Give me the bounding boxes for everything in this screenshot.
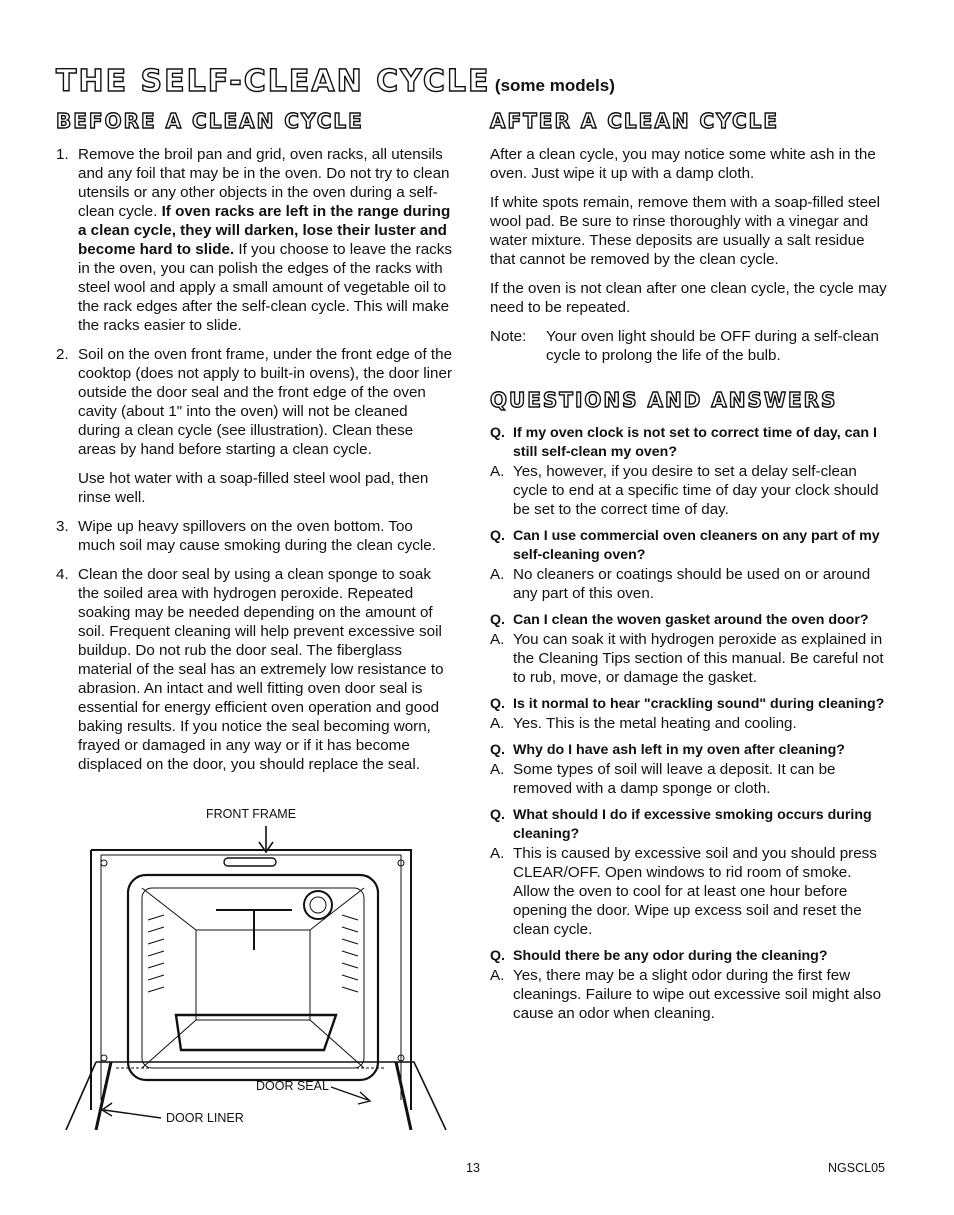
question-text: Can I clean the woven gasket around the oven door?: [513, 612, 869, 628]
question-text: Should there be any odor during the cleaning?: [513, 948, 828, 964]
question-text: Why do I have ash left in my oven after cleaning?: [513, 742, 845, 758]
answer-text: Yes, however, if you desire to set a delay self-clean cycle to end at a specific time of day your clock should be set to the correct time of day.: [513, 463, 879, 518]
qa-heading: QUESTIONS AND ANSWERS: [490, 388, 838, 412]
list-item: [56, 145, 454, 335]
q-prefix: Q.: [490, 425, 505, 441]
label-door-liner: DOOR LINER: [166, 1111, 244, 1125]
qa-item: [490, 741, 890, 798]
item-number: 3.: [56, 518, 69, 535]
question-text: If my oven clock is not set to correct time of day, can I still self-clean my oven?: [513, 425, 877, 460]
question-text: Is it normal to hear "crackling sound" during cleaning?: [513, 696, 885, 712]
after-paragraph: If the oven is not clean after one clean cycle, the cycle may need to be repeated.: [490, 280, 887, 316]
answer-text: No cleaners or coatings should be used on or around any part of this oven.: [513, 566, 871, 602]
q-prefix: Q.: [490, 612, 505, 628]
vent-slot: [224, 858, 276, 866]
a-prefix: A.: [490, 463, 505, 480]
page-title-main: THE SELF-CLEAN CYCLE: [56, 64, 491, 99]
oven-frame-inner: [101, 855, 401, 1100]
screw-icon: [101, 860, 107, 866]
oven-door: [66, 1062, 446, 1130]
qa-item: [490, 806, 890, 939]
qa-item: [490, 695, 890, 733]
after-paragraph: If white spots remain, remove them with a soap-filled steel wool pad. Be sure to rinse thoroughly with a vinegar and water mixture. These deposits are usually a salt residue that cannot be removed by the clean cycle.: [490, 194, 880, 268]
a-prefix: A.: [490, 631, 505, 648]
item-text: Clean the door seal by using a clean sponge to soak the soiled area with hydrogen peroxide. Repeated soaking may be needed depending on the amount of soil. Frequent cleaning will help prevent excessive soil buildup. Do not rub the door seal. The fiberglass material of the seal has an extremely low resistance to abrasion. An intact and well fitting oven door seal is essential for energy efficient oven operation and good baking results. If you notice the seal becoming worn, frayed or damaged in any way or if it has become displaced on the door, you should replace the seal.: [78, 566, 444, 773]
before-section: [56, 109, 454, 784]
door-seal-arrow: [331, 1087, 370, 1104]
a-prefix: A.: [490, 845, 505, 862]
item-number: 1.: [56, 146, 69, 163]
item-text: Soil on the oven front frame, under the front edge of the cooktop (does not apply to built-in ovens), the door liner outside the door seal and the front edge of the oven cavity (about 1" into the oven) will not be cleaned during a clean cycle (see illustration). Clean these areas by hand before starting a clean cycle.: [78, 346, 453, 458]
answer-text: Yes. This is the metal heating and cooling.: [513, 715, 797, 732]
answer-text: You can soak it with hydrogen peroxide as explained in the Cleaning Tips section of this manual. Be careful not to rub, move, or damage the gasket.: [513, 631, 884, 686]
a-prefix: A.: [490, 967, 505, 984]
before-heading: BEFORE A CLEAN CYCLE: [56, 109, 364, 133]
a-prefix: A.: [490, 715, 505, 732]
oven-light-inner: [310, 897, 326, 913]
qa-item: [490, 424, 890, 519]
item-number: 2.: [56, 346, 69, 363]
q-prefix: Q.: [490, 807, 505, 823]
before-list: [56, 145, 454, 774]
note-text: Your oven light should be OFF during a self-clean cycle to prolong the life of the bulb.: [546, 328, 879, 364]
after-heading: AFTER A CLEAN CYCLE: [490, 109, 780, 133]
item-text: Wipe up heavy spillovers on the oven bottom. Too much soil may cause smoking during the clean cycle.: [78, 518, 436, 554]
doc-code: NGSCL05: [828, 1161, 885, 1175]
answer-text: Yes, there may be a slight odor during the first few cleanings. Failure to wipe out excessive soil might also cause an odor when cleaning.: [513, 967, 882, 1022]
a-prefix: A.: [490, 761, 505, 778]
question-text: Can I use commercial oven cleaners on any part of my self-cleaning oven?: [513, 528, 880, 563]
question-text: What should I do if excessive smoking occurs during cleaning?: [513, 807, 872, 842]
list-item: [56, 345, 454, 507]
oven-light-icon: [304, 891, 332, 919]
item-warning: If oven racks are left in the range during a clean cycle, they will darken, lose their luster and become hard to slide.: [78, 203, 451, 258]
list-item: [56, 565, 454, 774]
note-label: Note:: [490, 328, 527, 345]
qa-list: [490, 424, 890, 1023]
item-text: Remove the broil pan and grid, oven racks, all utensils and any foil that may be in the oven. Do not try to clean utensils or any other objects in the oven during a self-clean cycle.: [78, 146, 450, 220]
a-prefix: A.: [490, 566, 505, 583]
front-frame-arrow: [259, 826, 273, 852]
label-door-seal: DOOR SEAL: [256, 1079, 329, 1093]
door-liner-arrow: [102, 1103, 161, 1118]
qa-item: [490, 611, 890, 687]
q-prefix: Q.: [490, 528, 505, 544]
q-prefix: Q.: [490, 948, 505, 964]
page-title-sub: (some models): [494, 76, 615, 95]
item-number: 4.: [56, 566, 69, 583]
oven-diagram: [56, 800, 456, 1130]
after-section: [490, 109, 890, 1031]
left-rack-supports: [148, 915, 164, 992]
page-number: 13: [466, 1161, 480, 1175]
label-front-frame: FRONT FRAME: [206, 807, 297, 821]
after-paragraph: After a clean cycle, you may notice some white ash in the oven. Just wipe it up with a damp cloth.: [490, 146, 876, 182]
answer-text: Some types of soil will leave a deposit. It can be removed with a damp sponge or cloth.: [513, 761, 836, 797]
qa-item: [490, 527, 890, 603]
q-prefix: Q.: [490, 696, 505, 712]
list-item: [56, 517, 454, 555]
qa-item: [490, 947, 890, 1023]
page-title: [56, 64, 615, 99]
answer-text: This is caused by excessive soil and you should press CLEAR/OFF. Open windows to rid room of smoke. Allow the oven to cool for at least one hour before opening the door. Wipe up excess soil and reset the clean cycle.: [513, 845, 877, 938]
q-prefix: Q.: [490, 742, 505, 758]
note: [490, 327, 890, 365]
item-text: If you choose to leave the racks in the oven, you can polish the edges of the racks with steel wool and apply a small amount of vegetable oil to the rack edges after the self-clean cycle. This will make the racks easier to slide.: [78, 241, 452, 334]
right-rack-supports: [342, 915, 358, 992]
item-extra: Use hot water with a soap-filled steel wool pad, then rinse well.: [78, 470, 429, 506]
screw-icon: [101, 1055, 107, 1061]
